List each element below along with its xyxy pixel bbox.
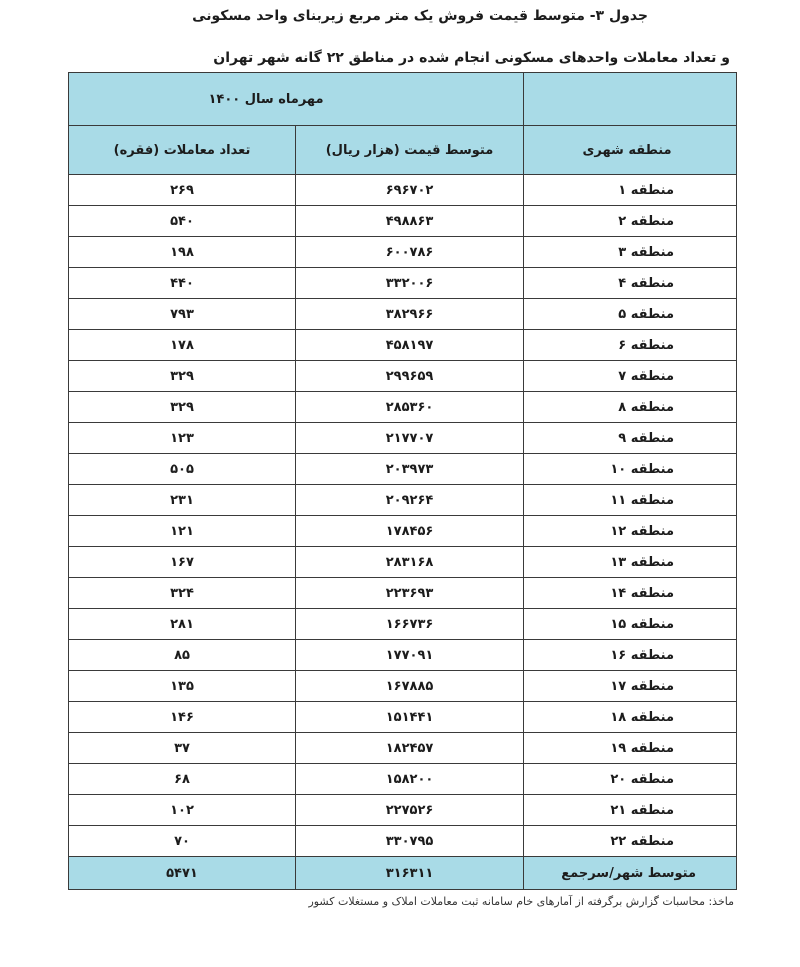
region-cell: منطقه ۱۸ (524, 702, 737, 733)
count-cell: ۱۷۸ (69, 330, 296, 361)
region-cell: منطقه ۱۳ (524, 547, 737, 578)
region-cell: منطقه ۱۵ (524, 609, 737, 640)
column-header-region: منطقه شهری (524, 126, 737, 175)
count-cell: ۴۴۰ (69, 268, 296, 299)
price-cell: ۲۲۷۵۲۶ (296, 795, 524, 826)
region-cell: منطقه ۱۶ (524, 640, 737, 671)
count-cell: ۳۲۴ (69, 578, 296, 609)
period-header-label: مهرماه سال ۱۴۰۰ (208, 91, 324, 107)
count-cell: ۳۷ (69, 733, 296, 764)
count-cell: ۳۲۹ (69, 361, 296, 392)
price-cell: ۱۵۸۲۰۰ (296, 764, 524, 795)
count-cell: ۲۸۱ (69, 609, 296, 640)
price-cell: ۲۸۵۳۶۰ (296, 392, 524, 423)
price-cell: ۲۹۹۶۵۹ (296, 361, 524, 392)
region-cell: منطقه ۱۹ (524, 733, 737, 764)
table-title-line-2: و تعداد معاملات واحدهای مسکونی انجام شده در مناطق ۲۲ گانه شهر تهران (213, 50, 730, 66)
count-cell: ۲۳۱ (69, 485, 296, 516)
table-row (69, 330, 737, 361)
price-cell: ۱۶۶۷۳۶ (296, 609, 524, 640)
count-cell: ۶۸ (69, 764, 296, 795)
count-cell: ۱۹۸ (69, 237, 296, 268)
price-cell: ۱۷۷۰۹۱ (296, 640, 524, 671)
region-cell: منطقه ۲۱ (524, 795, 737, 826)
price-cell: ۱۷۸۴۵۶ (296, 516, 524, 547)
table-row (69, 361, 737, 392)
count-cell: ۲۶۹ (69, 175, 296, 206)
table-row (69, 237, 737, 268)
table-row (69, 640, 737, 671)
price-cell: ۱۶۷۸۸۵ (296, 671, 524, 702)
count-cell: ۱۲۳ (69, 423, 296, 454)
price-cell: ۲۲۳۶۹۳ (296, 578, 524, 609)
count-cell: ۱۴۶ (69, 702, 296, 733)
region-cell: منطقه ۲ (524, 206, 737, 237)
table-row (69, 547, 737, 578)
table-row (69, 702, 737, 733)
total-price-cell: ۳۱۶۳۱۱ (296, 857, 524, 890)
region-cell: منطقه ۵ (524, 299, 737, 330)
table-row (69, 764, 737, 795)
table-row (69, 392, 737, 423)
region-cell: منطقه ۲۰ (524, 764, 737, 795)
period-header (69, 73, 524, 126)
total-row (69, 857, 737, 890)
count-cell: ۵۰۵ (69, 454, 296, 485)
price-cell: ۱۸۲۴۵۷ (296, 733, 524, 764)
column-header-price: متوسط قیمت (هزار ریال) (296, 126, 524, 175)
count-cell: ۸۵ (69, 640, 296, 671)
table-row (69, 268, 737, 299)
region-cell: منطقه ۴ (524, 268, 737, 299)
count-cell: ۷۰ (69, 826, 296, 857)
count-cell: ۱۶۷ (69, 547, 296, 578)
table-row (69, 423, 737, 454)
table-row (69, 206, 737, 237)
price-cell: ۲۰۳۹۷۳ (296, 454, 524, 485)
count-cell: ۱۲۱ (69, 516, 296, 547)
count-cell: ۱۳۵ (69, 671, 296, 702)
region-cell: منطقه ۱۲ (524, 516, 737, 547)
price-table (68, 72, 737, 890)
total-count-cell: ۵۴۷۱ (69, 857, 296, 890)
region-cell: منطقه ۱۰ (524, 454, 737, 485)
header-row-period (69, 73, 737, 126)
region-cell: منطقه ۳ (524, 237, 737, 268)
header-row-columns (69, 126, 737, 175)
table-row (69, 733, 737, 764)
table-row (69, 175, 737, 206)
table-row (69, 609, 737, 640)
header-empty-cell (524, 73, 737, 126)
price-cell: ۳۸۲۹۶۶ (296, 299, 524, 330)
table-row (69, 578, 737, 609)
table-title-line-1: جدول ۳- متوسط قیمت فروش یک متر مربع زیربنای واحد مسکونی (192, 8, 648, 24)
region-cell: منطقه ۸ (524, 392, 737, 423)
count-cell: ۷۹۳ (69, 299, 296, 330)
region-cell: منطقه ۱۷ (524, 671, 737, 702)
price-cell: ۲۰۹۲۶۴ (296, 485, 524, 516)
table-row (69, 485, 737, 516)
price-cell: ۲۸۳۱۶۸ (296, 547, 524, 578)
table-row (69, 795, 737, 826)
region-cell: منطقه ۷ (524, 361, 737, 392)
region-cell: منطقه ۶ (524, 330, 737, 361)
column-header-count: تعداد معاملات (فقره) (69, 126, 296, 175)
source-note: ماخذ: محاسبات گزارش برگرفته از آمارهای خام سامانه ثبت معاملات املاک و مستغلات کشور (308, 895, 734, 908)
count-cell: ۵۴۰ (69, 206, 296, 237)
total-label-cell: متوسط شهر/سرجمع (524, 857, 737, 890)
region-cell: منطقه ۱ (524, 175, 737, 206)
price-cell: ۶۹۶۷۰۲ (296, 175, 524, 206)
table-row (69, 826, 737, 857)
table-row (69, 299, 737, 330)
price-cell: ۶۰۰۷۸۶ (296, 237, 524, 268)
price-cell: ۲۱۷۷۰۷ (296, 423, 524, 454)
price-cell: ۳۳۰۷۹۵ (296, 826, 524, 857)
price-cell: ۴۵۸۱۹۷ (296, 330, 524, 361)
region-cell: منطقه ۲۲ (524, 826, 737, 857)
price-cell: ۳۳۲۰۰۶ (296, 268, 524, 299)
count-cell: ۳۲۹ (69, 392, 296, 423)
count-cell: ۱۰۲ (69, 795, 296, 826)
region-cell: منطقه ۱۱ (524, 485, 737, 516)
table-row (69, 516, 737, 547)
table-row (69, 671, 737, 702)
table-row (69, 454, 737, 485)
region-cell: منطقه ۹ (524, 423, 737, 454)
price-cell: ۴۹۸۸۶۳ (296, 206, 524, 237)
price-cell: ۱۵۱۴۴۱ (296, 702, 524, 733)
region-cell: منطقه ۱۴ (524, 578, 737, 609)
